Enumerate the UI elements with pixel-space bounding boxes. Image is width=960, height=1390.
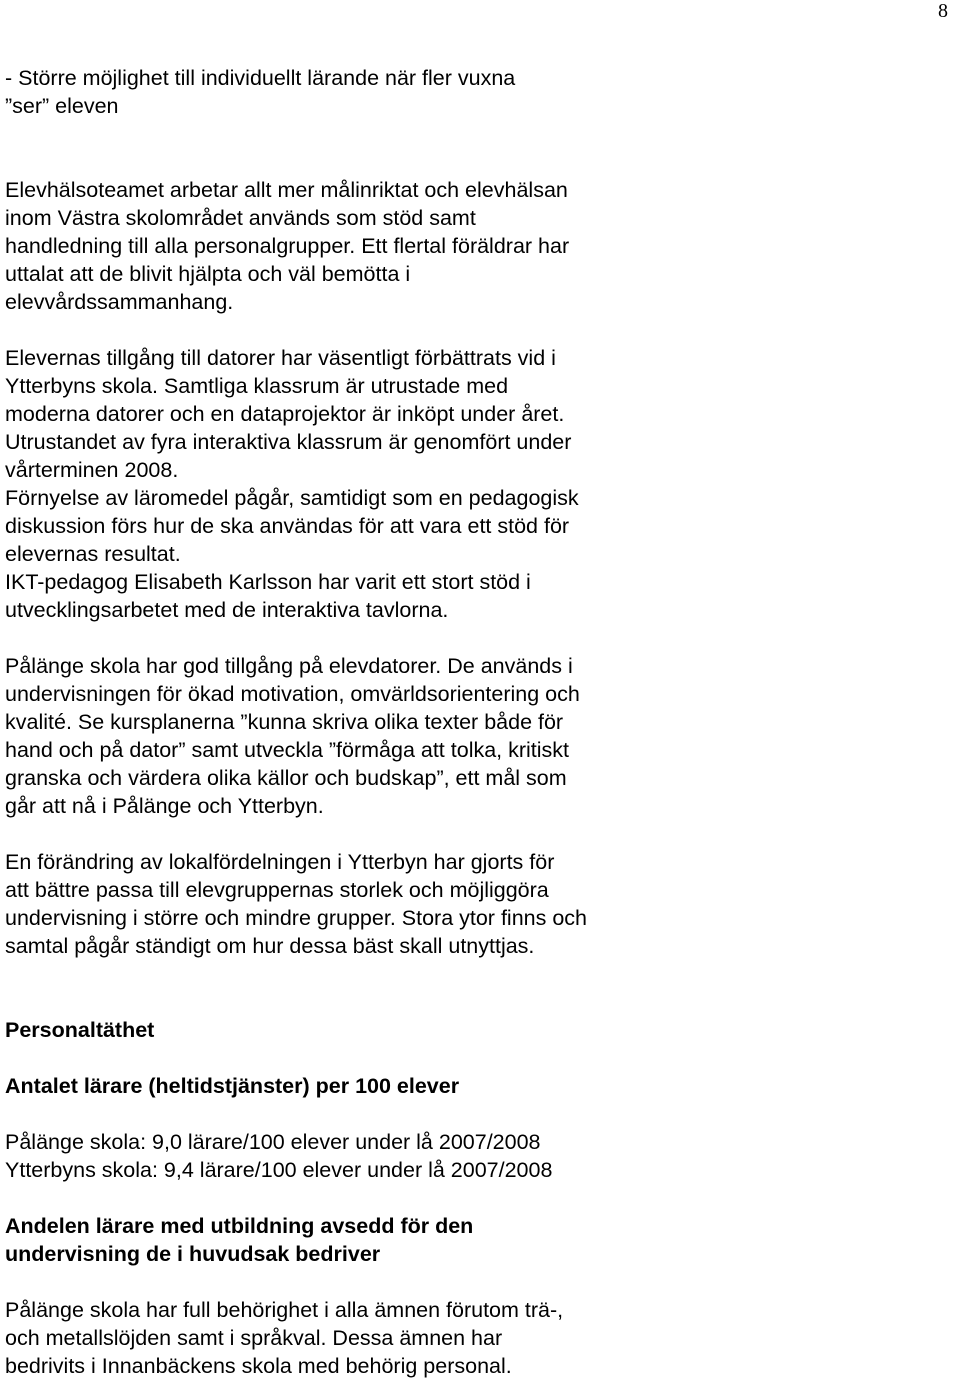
paragraph-antalet-values: [5, 1128, 945, 1184]
document-body: [5, 64, 945, 1380]
text-line: inom Västra skolområdet används som stöd samt: [5, 206, 476, 230]
text-line: Pålänge skola har full behörighet i alla ämnen förutom trä-,: [5, 1298, 564, 1322]
paragraph-spacer: [5, 1100, 945, 1128]
page-number: 8: [938, 0, 948, 22]
bullet-paragraph: [5, 64, 945, 120]
heading-line: Antalet lärare (heltidstjänster) per 100 elever: [5, 1074, 460, 1098]
text-line: undervisningen för ökad motivation, omvärldsorientering och: [5, 682, 580, 706]
paragraph-spacer: [5, 820, 945, 848]
heading-line: Personaltäthet: [5, 1018, 155, 1042]
text-line: Ytterbyns skola. Samtliga klassrum är utrustade med: [5, 374, 509, 398]
text-line: En förändring av lokalfördelningen i Ytterbyn har gjorts för: [5, 850, 555, 874]
paragraph-behorighet: [5, 1296, 945, 1380]
section-heading-personaltathet: [5, 1016, 945, 1044]
paragraph-spacer: [5, 1268, 945, 1296]
text-line: Utrustandet av fyra interaktiva klassrum är genomfört under: [5, 430, 572, 454]
paragraph-spacer: [5, 624, 945, 652]
text-line: ”ser” eleven: [5, 94, 119, 118]
subheading-andelen-larare: [5, 1212, 945, 1268]
text-line: och metallslöjden samt i språkval. Dessa ämnen har: [5, 1326, 503, 1350]
paragraph-spacer: [5, 960, 945, 1016]
heading-line: Andelen lärare med utbildning avsedd för den: [5, 1214, 474, 1238]
paragraph-spacer: [5, 316, 945, 344]
text-line: uttalat att de blivit hjälpta och väl bemötta i: [5, 262, 411, 286]
heading-line: undervisning de i huvudsak bedriver: [5, 1242, 381, 1266]
text-line: handledning till alla personalgrupper. Ett flertal föräldrar har: [5, 234, 570, 258]
paragraph-datorer: [5, 344, 945, 624]
text-line: Elevernas tillgång till datorer har väsentligt förbättrats vid i: [5, 346, 556, 370]
text-line: samtal pågår ständigt om hur dessa bäst skall utnyttjas.: [5, 934, 535, 958]
text-line: Elevhälsoteamet arbetar allt mer målinriktat och elevhälsan: [5, 178, 568, 202]
text-line: undervisning i större och mindre grupper. Stora ytor finns och: [5, 906, 587, 930]
paragraph-elevhalsoteamet: [5, 176, 945, 316]
paragraph-spacer: [5, 1044, 945, 1072]
paragraph-spacer: [5, 1184, 945, 1212]
paragraph-palange-datorer: [5, 652, 945, 820]
text-line: elevvårdssammanhang.: [5, 290, 234, 314]
paragraph-spacer: [5, 120, 945, 176]
text-line: utvecklingsarbetet med de interaktiva tavlorna.: [5, 598, 449, 622]
text-line: IKT-pedagog Elisabeth Karlsson har varit ett stort stöd i: [5, 570, 531, 594]
text-line: Ytterbyns skola: 9,4 lärare/100 elever under lå 2007/2008: [5, 1158, 553, 1182]
text-line: Förnyelse av läromedel pågår, samtidigt som en pedagogisk: [5, 486, 579, 510]
text-line: granska och värdera olika källor och budskap”, ett mål som: [5, 766, 567, 790]
text-line: kvalité. Se kursplanerna ”kunna skriva olika texter både för: [5, 710, 564, 734]
text-line: diskussion förs hur de ska användas för att vara ett stöd för: [5, 514, 570, 538]
text-line: moderna datorer och en dataprojektor är inköpt under året.: [5, 402, 565, 426]
paragraph-lokalfordelning: [5, 848, 945, 960]
text-line: Pålänge skola har god tillgång på elevdatorer. De används i: [5, 654, 573, 678]
subheading-antalet-larare: [5, 1072, 945, 1100]
text-line: Pålänge skola: 9,0 lärare/100 elever under lå 2007/2008: [5, 1130, 541, 1154]
text-line: att bättre passa till elevgruppernas storlek och möjliggöra: [5, 878, 549, 902]
text-line: hand och på dator” samt utveckla ”förmåga att tolka, kritiskt: [5, 738, 570, 762]
text-line: - Större möjlighet till individuellt lärande när fler vuxna: [5, 66, 516, 90]
text-line: vårterminen 2008.: [5, 458, 179, 482]
text-line: går att nå i Pålänge och Ytterbyn.: [5, 794, 324, 818]
text-line: elevernas resultat.: [5, 542, 181, 566]
text-line: bedrivits i Innanbäckens skola med behörig personal.: [5, 1354, 512, 1378]
